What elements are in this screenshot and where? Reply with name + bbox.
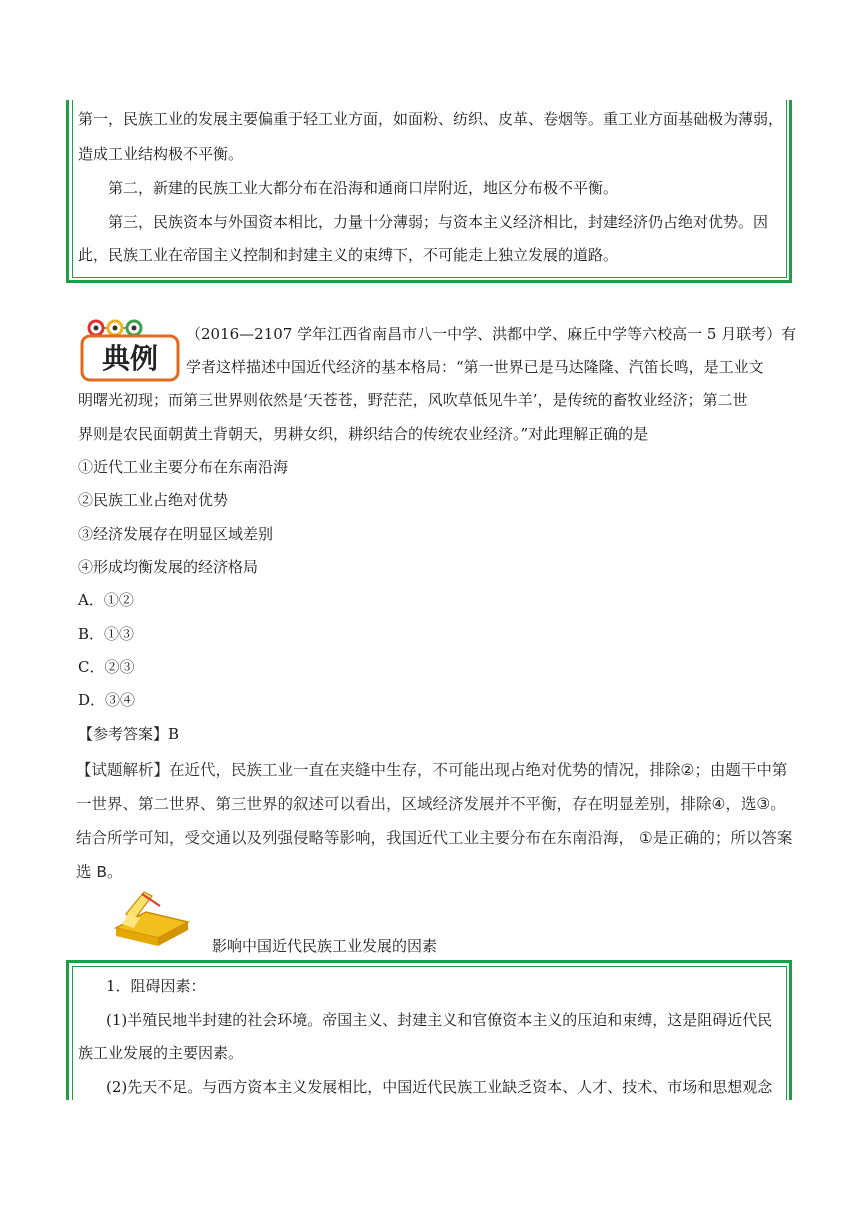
factors-heading: 1．阻碍因素： xyxy=(106,977,206,995)
question-line-1: （2016—2107 学年江西省南昌市八一中学、洪都中学、麻丘中学等六校高一 5 月联考）有 xyxy=(186,325,797,343)
answer-line: 【参考答案】B xyxy=(78,725,180,743)
summary-para-3-line-2: 此，民族工业在帝国主义控制和封建主义的束缚下，不可能走上独立发展的道路。 xyxy=(78,246,619,264)
question-line-4: 界则是农民面朝黄土背朝天，男耕女织，耕织结合的传统农业经济。”对此理解正确的是 xyxy=(78,425,649,443)
factor-2-line-1: (2)先天不足。与西方资本主义发展相比，中国近代民族工业缺乏资本、人才、技术、市场和思想观念 xyxy=(106,1078,773,1096)
option-a: A．①② xyxy=(78,591,134,609)
example-badge xyxy=(80,318,180,382)
section-title: 影响中国近代民族工业发展的因素 xyxy=(212,937,438,955)
book-pencil-icon xyxy=(112,884,192,948)
summary-line-1: 第一，民族工业的发展主要偏重于轻工业方面，如面粉、纺织、皮革、卷烟等。重工业方面基础极为薄弱， xyxy=(78,110,784,128)
statement-item: ④形成均衡发展的经济格局 xyxy=(78,558,259,576)
question-line-2: 学者这样描述中国近代经济的基本格局：“第一世界已是马达隆隆、汽笛长鸣，是工业文 xyxy=(186,358,764,376)
summary-para-3-line-1: 第三，民族资本与外国资本相比，力量十分薄弱；与资本主义经济相比，封建经济仍占绝对优势。因 xyxy=(108,213,769,231)
statement-item: ②民族工业占绝对优势 xyxy=(78,491,229,509)
summary-line-2: 造成工业结构极不平衡。 xyxy=(78,145,244,163)
factor-1-line-1: (1)半殖民地半封建的社会环境。帝国主义、封建主义和官僚资本主义的压迫和束缚，这是阻碍近代民 xyxy=(106,1011,773,1029)
analysis-line-2: 一世界、第二世界、第三世界的叙述可以看出，区域经济发展并不平衡，存在明显差别，排除④，选③。 xyxy=(76,795,786,813)
option-d: D．③④ xyxy=(78,691,136,709)
option-b: B．①③ xyxy=(78,625,135,643)
analysis-line-3: 结合所学可知，受交通以及列强侵略等影响，我国近代工业主要分布在东南沿海， ①是正确的；所以答案 xyxy=(76,829,793,847)
factor-1-line-2: 族工业发展的主要因素。 xyxy=(78,1044,244,1062)
option-c: C．②③ xyxy=(78,658,135,676)
question-line-3: 明曙光初现；而第三世界则依然是‘天苍苍，野茫茫，风吹草低见牛羊’，是传统的畜牧业经济；第二世 xyxy=(78,391,748,409)
summary-para-2: 第二，新建的民族工业大都分布在沿海和通商口岸附近，地区分布极不平衡。 xyxy=(108,179,619,197)
example-badge-label: 典例 xyxy=(101,342,158,375)
analysis-line-4: 选 B。 xyxy=(76,863,123,881)
analysis-line-1: 【试题解析】在近代，民族工业一直在夹缝中生存，不可能出现占绝对优势的情况，排除②；由题干中第 xyxy=(76,761,788,779)
statement-item: ③经济发展存在明显区域差别 xyxy=(78,525,274,543)
statement-item: ①近代工业主要分布在东南沿海 xyxy=(78,458,289,476)
